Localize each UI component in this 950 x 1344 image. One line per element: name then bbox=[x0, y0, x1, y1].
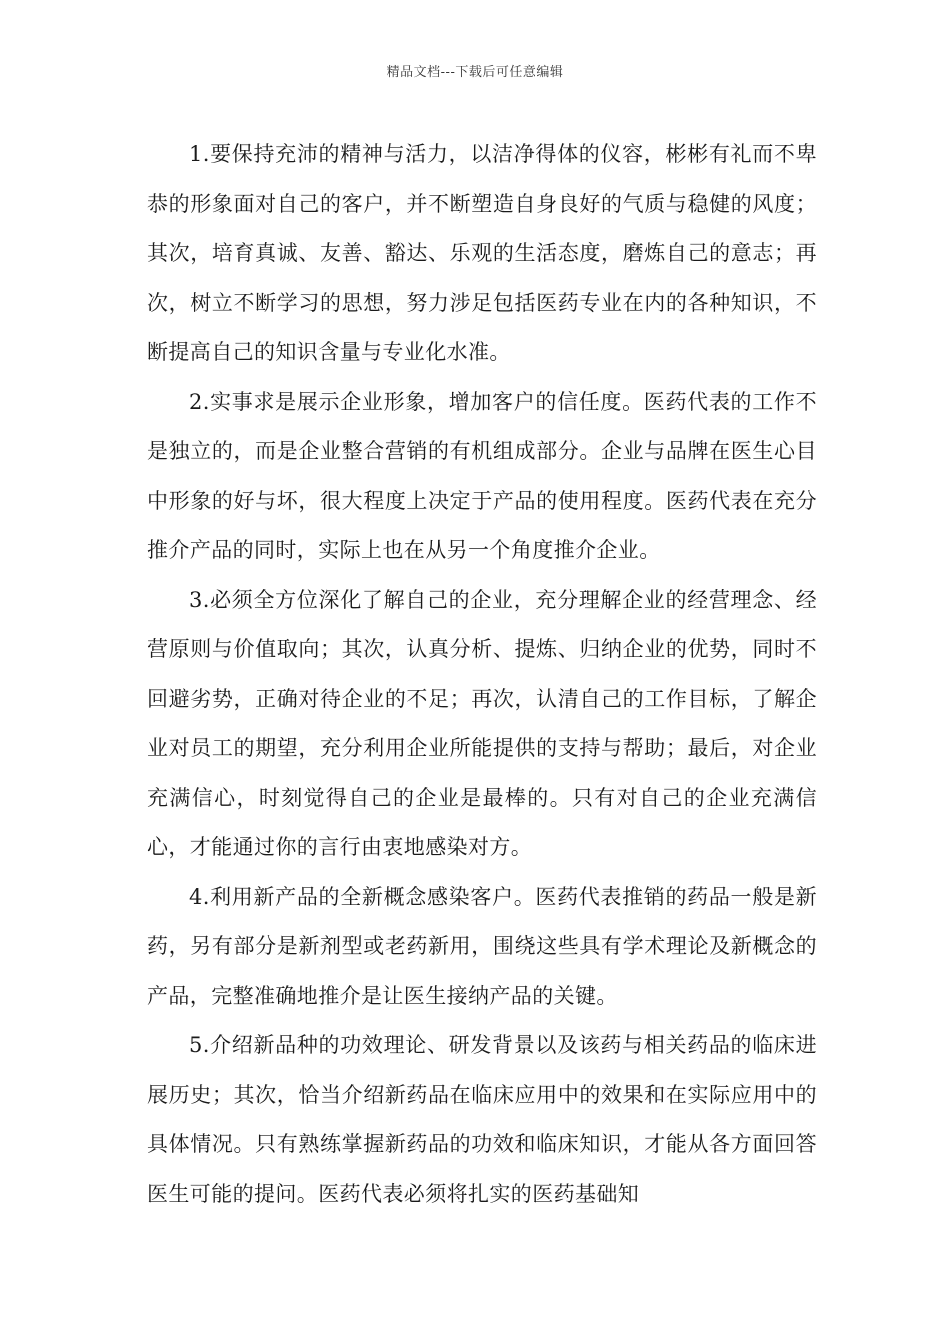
paragraph-1: 1.要保持充沛的精神与活力，以洁净得体的仪容，彬彬有礼而不卑恭的形象面对自己的客户，并不断塑造自身良好的气质与稳健的风度；其次，培育真诚、友善、豁达、乐观的生活态度，磨炼自己的意志；再次，树立不断学习的思想，努力涉足包括医药专业在内的各种知识，不断提高自己的知识含量与专业化水准。 bbox=[147, 142, 817, 364]
paragraph-4: 4.利用新产品的全新概念感染客户。医药代表推销的药品一般是新药，另有部分是新剂型或老药新用，围绕这些具有学术理论及新概念的产品，完整准确地推介是让医生接纳产品的关键。 bbox=[147, 884, 817, 1008]
paragraph-3: 3.必须全方位深化了解自己的企业，充分理解企业的经营理念、经营原则与价值取向；其次，认真分析、提炼、归纳企业的优势，同时不回避劣势，正确对待企业的不足；再次，认清自己的工作目标，了解企业对员工的期望，充分利用企业所能提供的支持与帮助；最后，对企业充满信心，时刻觉得自己的企业是最棒的。只有对自己的企业充满信心，才能通过你的言行由衷地感染对方。 bbox=[147, 587, 817, 859]
paragraph-2: 2.实事求是展示企业形象，增加客户的信任度。医药代表的工作不是独立的，而是企业整合营销的有机组成部分。企业与品牌在医生心目中形象的好与坏，很大程度上决定于产品的使用程度。医药代表在充分推介产品的同时，实际上也在从另一个角度推介企业。 bbox=[147, 389, 817, 562]
document-body bbox=[147, 130, 817, 1219]
page-header: 精品文档---下载后可任意编辑 bbox=[386, 65, 564, 80]
paragraph-5: 5.介绍新品种的功效理论、研发背景以及该药与相关药品的临床进展历史；其次，恰当介绍新药品在临床应用中的效果和在实际应用中的具体情况。只有熟练掌握新药品的功效和临床知识，才能从各方面回答医生可能的提问。医药代表必须将扎实的医药基础知 bbox=[147, 1033, 817, 1206]
